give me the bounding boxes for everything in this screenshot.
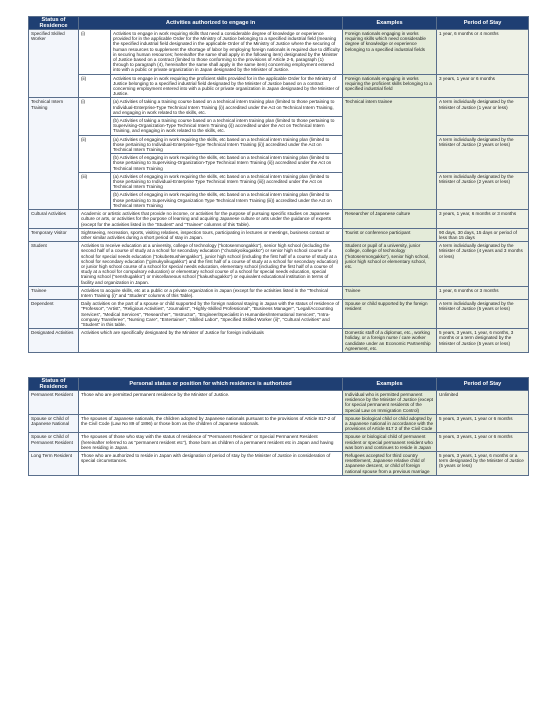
table-row (29, 329, 529, 353)
period-text: 5 years, 3 years, 1 year, 6 months, 3 months or a term designated by the Minister of Justice (5 years or less) (437, 329, 529, 353)
activity-text: (b) Activities of engaging in work requiring the skills, etc based on a technical intern training plan (limited to those pertaining to Supervising Organization Type Technical Intern Training (iii)) accredited under the Act on Technical Intern Training (113, 192, 332, 208)
table-row (29, 30, 529, 75)
period-text: A term individually designated by the Minister of Justice (5 years or less) (437, 300, 529, 329)
table-row (29, 172, 529, 209)
table-row (29, 135, 529, 172)
activity-subitems (111, 135, 343, 172)
status-name: Trainee (29, 286, 79, 299)
item-label: (ii) (79, 74, 111, 98)
activity-text: (a) Activities of engaging in work requiring the skills, etc based on a technical intern training plan (limited to those pertaining to Individual-Enterprise-Type Technical Intern Training (ii)) accredited under the Act on Technical Intern Training (111, 136, 342, 155)
table-row (29, 390, 529, 414)
status-name: Technical Intern Training (29, 98, 79, 210)
activity-subitems (111, 172, 343, 209)
activity-text: Daily activities on the part of a spouse or child supported by the foreign national staying in Japan with the status of residence of "Professor", "Artist", "Religious Activities", "Journalist", "Highly-Skilled Professional", "Business Manager", "Legal/Accounting Services", "Medical Services", "Researcher", "Instructor", "Engineer/Specialist in Humanities/International Services", "Intra-company Transferee", "Nursing Care", "Entertainer", "Skilled Labor", "Specified Skilled Worker (ii)", "Cultural Activities" and "Student" in this table. (79, 300, 343, 329)
header-period: Period of Stay (437, 17, 529, 30)
table-row (29, 433, 529, 452)
activity-text: Those who are permitted permanent residence by the Minister of Justice. (79, 390, 343, 414)
activities-status-table (28, 16, 529, 353)
status-name: Cultural Activities (29, 210, 79, 229)
activity-text: (b) Activities of taking a training course based on a technical intern training plan (limited to those pertaining to Supervising-Organization-Type Technical Intern Training (i)) accredited under the Act on Technical Intern Training, and engaging in work related to the skills, etc. (113, 118, 335, 134)
example-text: Individual who is permitted permanent residence by the Minister of Justice (except for special permanent residents of the Special Law on Immigration Control) (343, 390, 437, 414)
example-text: Spouse or biological child of permanent resident or special permanent resident who was born and continues to reside in Japan (343, 433, 437, 452)
activity-subitems (111, 98, 343, 135)
status-name: Long Term Resident (29, 452, 79, 476)
status-name: Spouse or Child of Permanent Resident (29, 433, 79, 452)
status-name: Spouse or Child of Japanese National (29, 414, 79, 433)
example-text: Spouse or child supported by the foreign resident (343, 300, 437, 329)
item-label: (i) (79, 98, 111, 135)
personal-status-table (28, 377, 529, 476)
period-text: 5 years, 3 years, 1 year or 6 months (437, 414, 529, 433)
table-row (29, 98, 529, 135)
header-status: Status of Residence (29, 17, 79, 30)
period-text: A term individually designated by the Minister of Justice (4 years and 3 months or less) (437, 242, 529, 287)
activity-text: Sightseeing, recreation, sports, visiting relatives, inspection tours, participating in lectures or meetings, business contact or other similar activities during a short period of stay in Japan. (79, 228, 343, 241)
table-row (29, 300, 529, 329)
item-label: (i) (79, 30, 111, 75)
status-name: Designated Activities (29, 329, 79, 353)
header-status: Status of Residence (29, 377, 79, 390)
activity-text: The spouses of Japanese nationals, the children adopted by Japanese nationals pursuant to the provisions of Article 817-2 of the Civil Code (Law No 89 of 1896) or those born as the children of Japanese nationals. (79, 414, 343, 433)
table-row (29, 242, 529, 287)
table-row (29, 228, 529, 241)
table-header-row (29, 17, 529, 30)
activity-text: (a) Activities of taking a training course based on a technical intern training plan (limited to those pertaining to Individual-Enterprise-Type Technical Intern Training (i)) accredited under the Act on Technical Intern Training, and engaging in work related to the skills, etc. (111, 98, 342, 117)
status-name: Specified Skilled Worker (29, 30, 79, 98)
status-name: Permanent Resident (29, 390, 79, 414)
status-name: Temporary Visitor (29, 228, 79, 241)
residence-tables (28, 16, 528, 476)
header-examples: Examples (343, 17, 437, 30)
example-text: Domestic staff of a diplomat, etc., working holiday, or a foreign nurse / care worker candidate under an Economic Partnership Agreement, etc. (343, 329, 437, 353)
item-label: (ii) (79, 135, 111, 172)
period-text: 3 years, 1 year, 6 months or 3 months (437, 210, 529, 229)
period-text: 5 years, 3 years, 1 year or 6 months (437, 433, 529, 452)
table-header-row (29, 377, 529, 390)
table-row (29, 286, 529, 299)
example-text: Refugees accepted for third country resettlement, Japanese relative child of Japanese descent, or child of foreign national spouse from a previous marriage (343, 452, 437, 476)
activity-text: Activities to engage in work requiring skills that need a considerable degree of knowledge or experience provided for in the applicable Order for the Ministry of Justice belonging to a specified industrial field (meaning the specified industrial field designated in the applicable Order of the Ministry of Justice where the securing of human resources to supplement the shortage of labor by employing foreign nationals is required due to difficulty in securing human resources; hereinafter the same shall apply in the following item) designated by the Minister of Justice based on a contract (limited to those conforming to the provisions of Article 2-5, paragraph (1) through to paragraph (4), hereinafter the same shall apply in the same item) concerning employment entered into with a public or private organization in Japan designated by the Minister of Justice. (111, 30, 343, 75)
activity-text: Academic or artistic activities that provide no income, or activities for the purpose of pursuing specific studies on Japanese culture or arts, or activities for the purpose of learning and acquiring Japanese culture or arts under the guidance of experts (except for the activities listed in the "Student" and "Trainee" columns of this Table). (79, 210, 343, 229)
header-period: Period of Stay (437, 377, 529, 390)
activity-text: Activities to acquire skills, etc at a public or a private organization in Japan (except for the activities listed in the "Technical Intern Training (i)" and "Student" columns of this Table). (79, 286, 343, 299)
activity-text: Activities to engage in work requiring the proficient skills provided for in the applicable Order for the Ministry of Justice belonging to a specified industrial field designated by the Minister of Justice based on a contract concerning employment entered into with a public or private organization in Japan designated by the Minister of Justice. (111, 74, 343, 98)
table-row (29, 452, 529, 476)
example-text: Foreign nationals engaging in works requiring skills which need considerable degree of knowledge or experience belonging to a specified industrial fields (343, 30, 437, 75)
header-activities: Personal status or position for which residence is authorized (79, 377, 343, 390)
activity-text: Activities to receive education at a university, college of technology ("kotosenmongakko"), senior high school (including the second half of a course of study at a school for secondary education ("chutokyoikugakko") or senior high school course of a school for special needs education ("tokubetsushiengakko"), junior high school (including the first half of a course of study at a school for secondary education ("gimukyoikugakko") and the first half of a course of study at a school for secondary education) or junior high school course of a school for special needs education, elementary school (including the first half of a course of study at a school for compulsory education) or elementary school course of a school for special needs education, special training school ("senshugakko") or miscellaneous school ("kakushugakko") or equivalent educational institution in terms of facility and organization in Japan. (79, 242, 343, 287)
period-text: 1 year, 6 months or 4 months (437, 30, 529, 75)
period-text: 3 years, 1 year or 6 months (437, 74, 529, 98)
status-name: Dependent (29, 300, 79, 329)
table-row (29, 414, 529, 433)
header-activities: Activities authorized to engage in (79, 17, 343, 30)
example-text: Technical intern trainee (343, 98, 437, 210)
activity-text: Those who are authorized to reside in Japan with designation of period of stay by the Minister of Justice in consideration of special circumstances. (79, 452, 343, 476)
activity-text: Activities which are specifically designated by the Minister of Justice for foreign individuals (79, 329, 343, 353)
example-text: Trainee (343, 286, 437, 299)
period-text: A term individually designated by the Minister of Justice (1 year or less) (437, 98, 529, 135)
period-text: Unlimited (437, 390, 529, 414)
activity-text: The spouses of those who stay with the status of residence of "Permanent Resident" or Special Permanent Resident (hereinafter referred to as "permanent resident etc"), those born as children of a permanent resident etc in Japan and having been residing in Japan. (79, 433, 343, 452)
period-text: A term individually designated by the Minister of Justice (2 years or less) (437, 135, 529, 172)
table-spacer (28, 353, 528, 377)
example-text: Student or pupil of a university, junior college, college of technology ("kotosenmongakko"), senior high school, junior high school or elementary school, etc. (343, 242, 437, 287)
table-row (29, 210, 529, 229)
header-examples: Examples (343, 377, 437, 390)
example-text: Spouse biological child or child adopted by a Japanese national in accordance with the provisions of Article 817 2 of the Civil Code (343, 414, 437, 433)
item-label: (iii) (79, 172, 111, 209)
example-text: Tourist or conference participant (343, 228, 437, 241)
period-text: A term individually designated by the Minister of Justice (2 years or less) (437, 172, 529, 209)
activity-text: (a) Activities of engaging in work requiring the skills, etc based on a technical intern training plan (limited to those pertaining to Individual-Enterprise Type Technical Intern Training (iii)) accredited under the Act on Technical Intern Training (111, 173, 342, 192)
example-text: Researcher of Japanese culture (343, 210, 437, 229)
example-text: Foreign nationals engaging in works requiring the proficient skills belonging to a specified industrial field (343, 74, 437, 98)
period-text: 1 year, 6 months or 3 months (437, 286, 529, 299)
table-row (29, 74, 529, 98)
status-name: Student (29, 242, 79, 287)
period-text: 90 days, 30 days, 15 days or period of less than 15 days (437, 228, 529, 241)
period-text: 5 years, 3 years, 1 year, 6 months or a term designated by the Minister of Justice (5 years or less) (437, 452, 529, 476)
activity-text: (b) Activities of engaging in work requiring the skills, etc based on a technical intern training plan (limited to those pertaining to Supervising-Organization-Type Technical Intern Training (ii)) accredited under the Act on Technical Intern Training (113, 155, 332, 171)
